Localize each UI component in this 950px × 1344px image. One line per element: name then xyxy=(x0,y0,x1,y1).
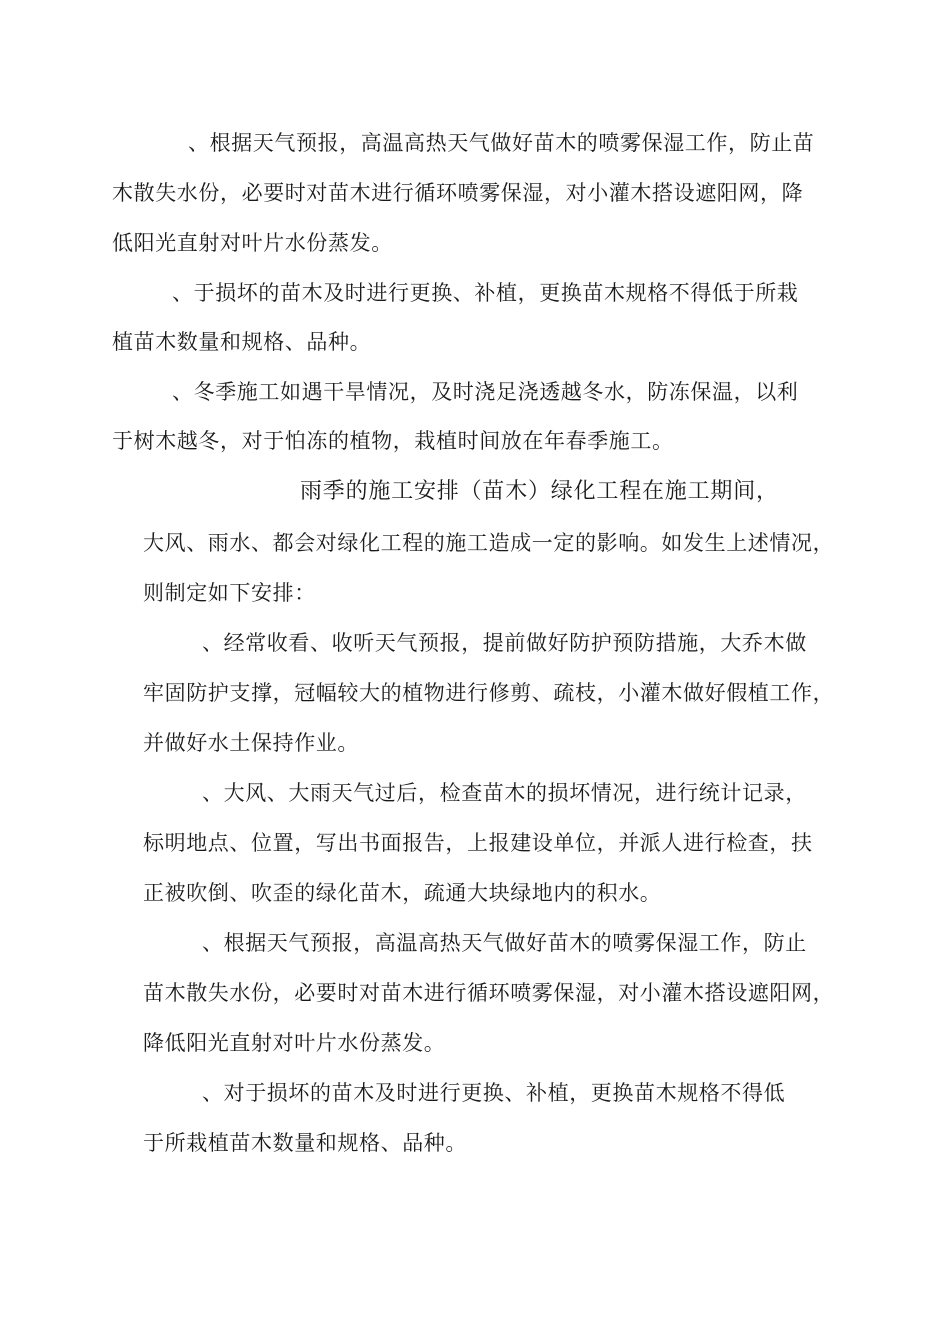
text-line: 低阳光直射对叶片水份蒸发。 xyxy=(112,231,393,255)
text-line: 于所栽植苗木数量和规格、品种。 xyxy=(143,1131,467,1155)
text-line: 、大风、大雨天气过后，检查苗木的损坏情况，进行统计记录， xyxy=(202,781,807,805)
text-line: 牢固防护支撑，冠幅较大的植物进行修剪、疏枝，小灌木做好假植工作， xyxy=(143,681,835,705)
text-line: 则制定如下安排： xyxy=(143,581,316,605)
text-line: 、于损坏的苗木及时进行更换、补植，更换苗木规格不得低于所栽 xyxy=(172,281,799,305)
text-line: 并做好水土保持作业。 xyxy=(143,731,359,755)
text-line: 、根据天气预报，高温高热天气做好苗木的喷雾保湿工作，防止 xyxy=(202,931,807,955)
text-line: 正被吹倒、吹歪的绿化苗木，疏通大块绿地内的积水。 xyxy=(143,881,662,905)
text-line: 、对于损坏的苗木及时进行更换、补植，更换苗木规格不得低 xyxy=(202,1081,786,1105)
text-line: 植苗木数量和规格、品种。 xyxy=(112,330,372,354)
text-line: 标明地点、位置，写出书面报告，上报建设单位，并派人进行检查，扶 xyxy=(143,831,813,855)
text-line: 木散失水份，必要时对苗木进行循环喷雾保湿，对小灌木搭设遮阳网，降 xyxy=(112,181,804,205)
text-line: 苗木散失水份，必要时对苗木进行循环喷雾保湿，对小灌木搭设遮阳网， xyxy=(143,981,835,1005)
text-line: 大风、雨水、都会对绿化工程的施工造成一定的影响。如发生上述情况， xyxy=(143,531,835,555)
text-line: 于树木越冬，对于怕冻的植物，栽植时间放在年春季施工。 xyxy=(112,429,674,453)
text-line: 降低阳光直射对叶片水份蒸发。 xyxy=(143,1031,446,1055)
text-line: 、根据天气预报，高温高热天气做好苗木的喷雾保湿工作，防止苗 xyxy=(188,131,815,155)
text-line: 、冬季施工如遇干旱情况，及时浇足浇透越冬水，防冻保温，以利 xyxy=(172,380,799,404)
text-line: 、经常收看、收听天气预报，提前做好防护预防措施，大乔木做 xyxy=(202,631,807,655)
section-heading-line: 雨季的施工安排（苗木）绿化工程在施工期间， xyxy=(300,479,779,504)
